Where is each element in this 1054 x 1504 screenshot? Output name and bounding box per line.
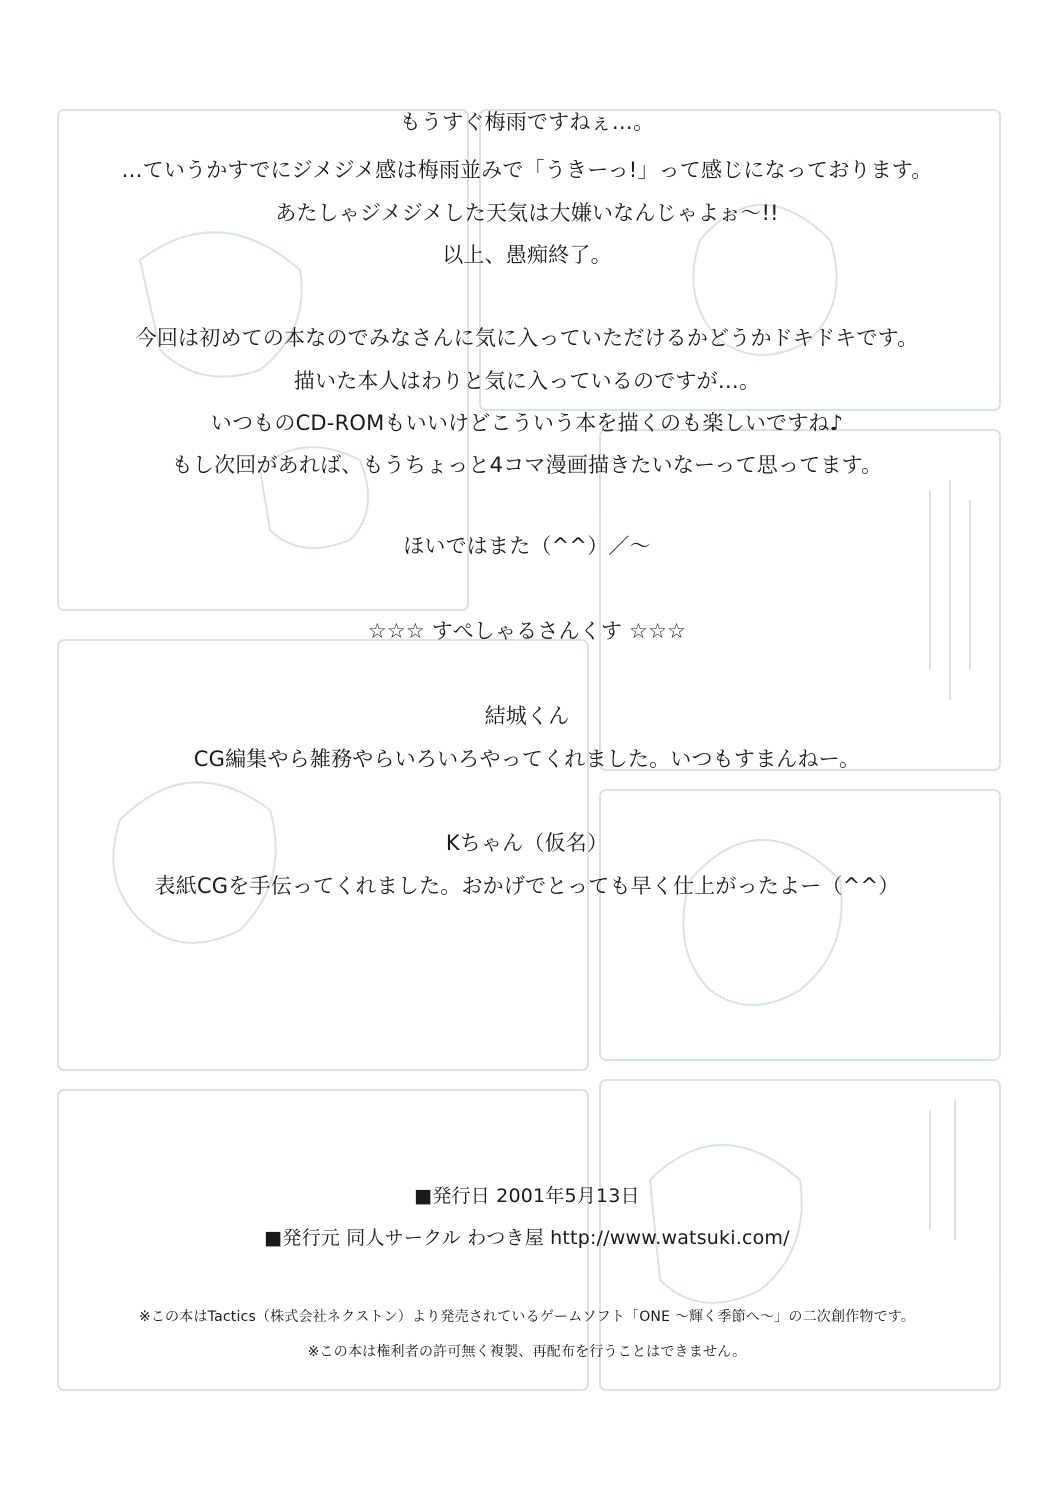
thanks-name: 結城くん — [484, 704, 570, 728]
text-line: あたしゃジメジメした天気は大嫌いなんじゃよぉ～!! — [275, 201, 779, 225]
thanks-note: CG編集やら雑務やらいろいろやってくれました。いつもすまんねー。 — [193, 747, 861, 771]
text-line: 以上、愚痴終了。 — [442, 243, 612, 267]
text-line: いつものCD-ROMもいいけどこういう本を描くのも楽しいですね♪ — [210, 411, 844, 435]
thanks-note: 表紙CGを手伝ってくれました。おかげでとっても早く仕上がったよー（^^） — [154, 874, 900, 898]
special-thanks-heading: ☆☆☆ すぺしゃるさんくす ☆☆☆ — [367, 619, 687, 643]
thanks-name: Kちゃん（仮名） — [445, 831, 609, 855]
legal-note: ※この本は権利者の許可無く複製、再配布を行うことはできません。 — [307, 1344, 747, 1360]
farewell-line: ほいではまた（^^）／～ — [403, 534, 651, 558]
publication-date: ■発行日 2001年5月13日 — [414, 1185, 640, 1207]
legal-note: ※この本はTactics（株式会社ネクストン）より発売されているゲームソフト「ONE ～輝く季節へ～」の二次創作物です。 — [138, 1309, 916, 1325]
text-line: もうすぐ梅雨ですねぇ…。 — [399, 110, 655, 134]
text-line: 今回は初めての本なのでみなさんに気に入っていただけるかどうかドキドキです。 — [135, 326, 919, 350]
publisher: ■発行元 同人サークル わつき屋 http://www.watsuki.com/ — [264, 1227, 790, 1249]
text-line: …ていうかすでにジメジメ感は梅雨並みで「うきーっ!」って感じになっております。 — [121, 158, 933, 182]
text-line: 描いた本人はわりと気に入っているのですが…。 — [293, 369, 761, 393]
text-line: もし次回があれば、もうちょっと4コマ漫画描きたいなーって思ってます。 — [171, 453, 883, 477]
